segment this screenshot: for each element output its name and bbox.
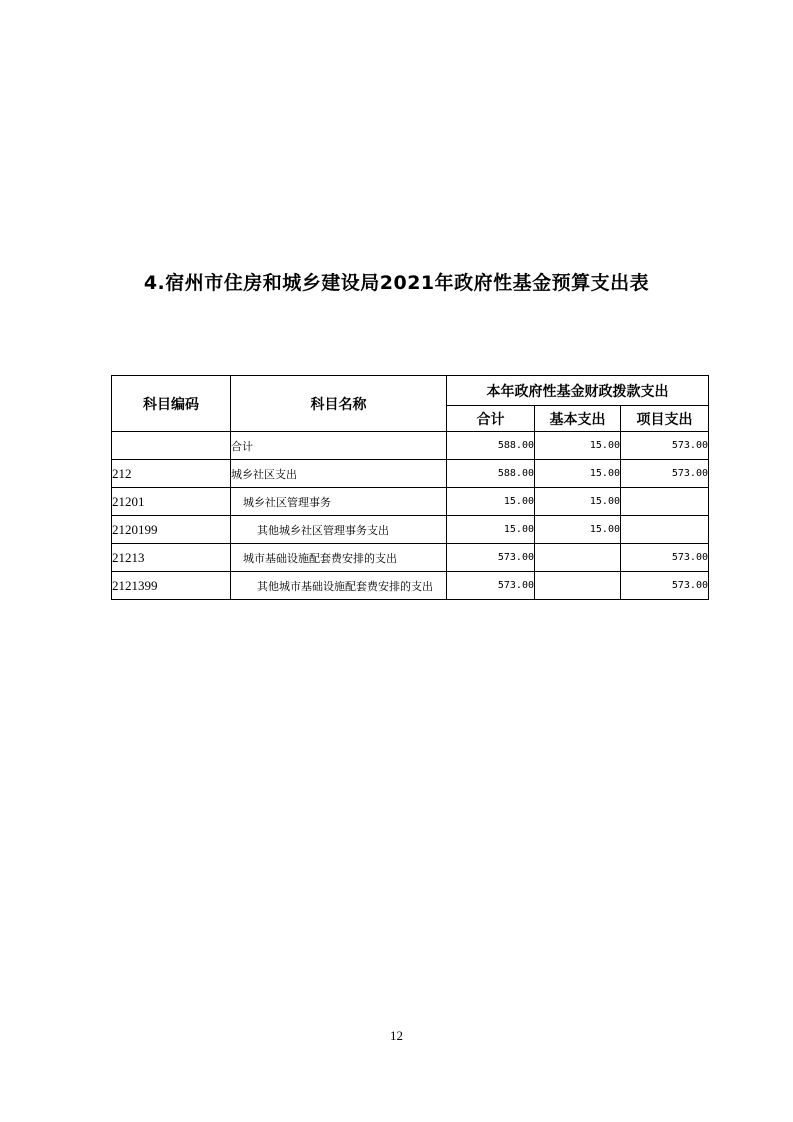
row-total: 573.00 <box>447 544 535 572</box>
header-project: 项目支出 <box>621 406 709 432</box>
row-total: 15.00 <box>447 488 535 516</box>
row-basic <box>535 572 621 600</box>
row-name: 合计 <box>231 432 447 460</box>
budget-table <box>111 375 709 600</box>
header-total: 合计 <box>447 406 535 432</box>
row-project <box>621 488 709 516</box>
row-code: 21201 <box>112 488 231 516</box>
row-project: 573.00 <box>621 572 709 600</box>
table-row <box>112 488 709 516</box>
table-row <box>112 432 709 460</box>
row-code: 2121399 <box>112 572 231 600</box>
row-code: 21213 <box>112 544 231 572</box>
row-total: 15.00 <box>447 516 535 544</box>
row-basic: 15.00 <box>535 432 621 460</box>
header-basic: 基本支出 <box>535 406 621 432</box>
row-code: 212 <box>112 460 231 488</box>
header-name: 科目名称 <box>231 376 447 432</box>
row-total: 573.00 <box>447 572 535 600</box>
page-number: 12 <box>390 1028 403 1043</box>
header-group: 本年政府性基金财政拨款支出 <box>447 376 709 406</box>
row-basic <box>535 544 621 572</box>
table-row <box>112 460 709 488</box>
header-code: 科目编码 <box>112 376 231 432</box>
row-basic: 15.00 <box>535 460 621 488</box>
row-project: 573.00 <box>621 460 709 488</box>
row-basic: 15.00 <box>535 516 621 544</box>
row-code <box>112 432 231 460</box>
row-name: 城市基础设施配套费安排的支出 <box>231 544 447 572</box>
header-row-1 <box>112 376 709 406</box>
row-name: 城乡社区支出 <box>231 460 447 488</box>
row-project: 573.00 <box>621 432 709 460</box>
page-title: 4.宿州市住房和城乡建设局2021年政府性基金预算支出表 <box>143 272 650 294</box>
row-total: 588.00 <box>447 460 535 488</box>
row-name: 其他城市基础设施配套费安排的支出 <box>231 572 447 600</box>
row-code: 2120199 <box>112 516 231 544</box>
row-name: 城乡社区管理事务 <box>231 488 447 516</box>
row-name: 其他城乡社区管理事务支出 <box>231 516 447 544</box>
row-project: 573.00 <box>621 544 709 572</box>
row-project <box>621 516 709 544</box>
row-total: 588.00 <box>447 432 535 460</box>
table-row <box>112 516 709 544</box>
table-row <box>112 544 709 572</box>
table-row <box>112 572 709 600</box>
row-basic: 15.00 <box>535 488 621 516</box>
